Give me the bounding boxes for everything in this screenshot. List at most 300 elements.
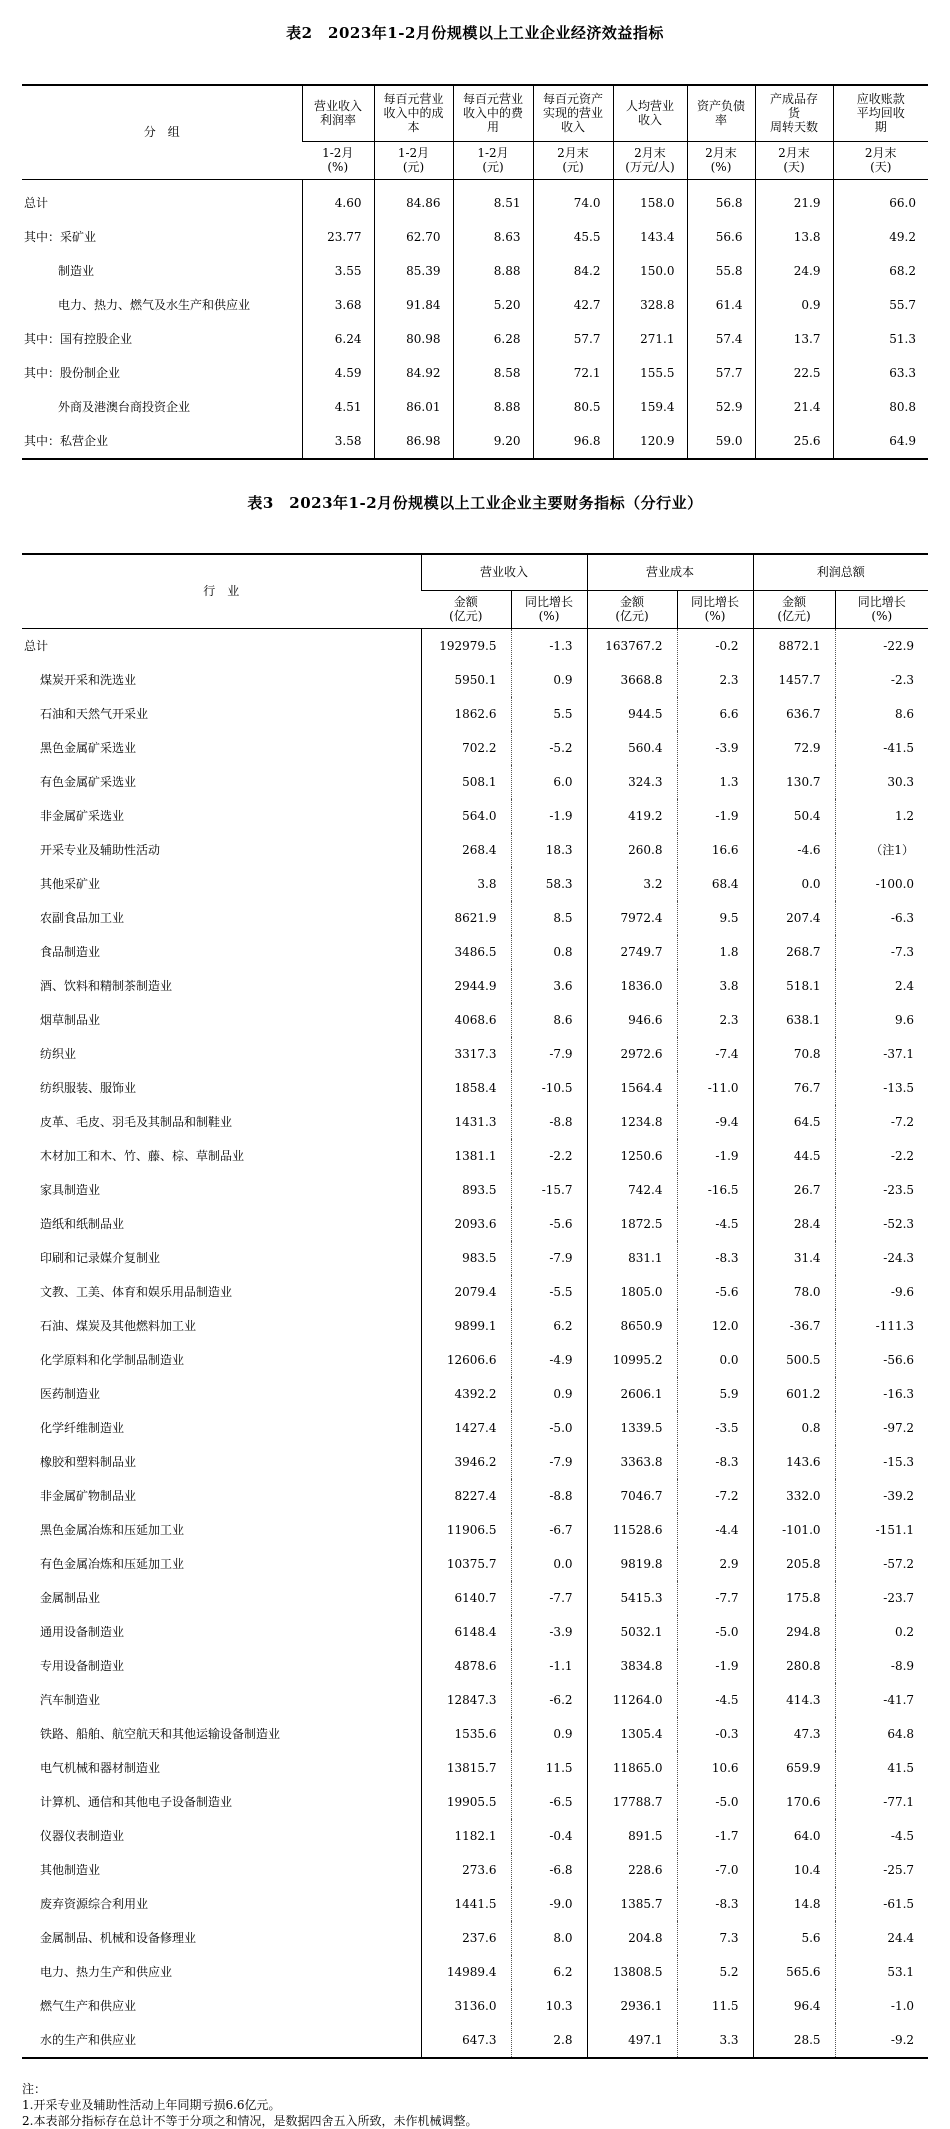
cell-value: 7046.7 xyxy=(587,1479,677,1513)
cell-value: 62.70 xyxy=(374,220,453,254)
cell-value: -0.4 xyxy=(511,1819,587,1853)
row-label: 造纸和纸制品业 xyxy=(40,1217,125,1231)
row-label: 文教、工美、体育和娱乐用品制造业 xyxy=(40,1285,233,1299)
cell-value: 80.8 xyxy=(833,390,928,424)
cell-value: 205.8 xyxy=(753,1547,835,1581)
cell-value: 96.4 xyxy=(753,1989,835,2023)
cell-value: 565.6 xyxy=(753,1955,835,1989)
cell-value: 14989.4 xyxy=(421,1955,511,1989)
table-row xyxy=(22,1037,928,1071)
cell-value: -3.9 xyxy=(677,731,753,765)
cell-value: -36.7 xyxy=(753,1309,835,1343)
cell-value: 8.88 xyxy=(453,254,533,288)
row-label: 其中：国有控股企业 xyxy=(24,332,133,346)
cell-value: -23.5 xyxy=(835,1173,928,1207)
cell-value: 831.1 xyxy=(587,1241,677,1275)
cell-value: 91.84 xyxy=(374,288,453,322)
cell-value: -3.5 xyxy=(677,1411,753,1445)
cell-value: 636.7 xyxy=(753,697,835,731)
table-row xyxy=(22,1343,928,1377)
cell-value: -10.5 xyxy=(511,1071,587,1105)
notes-heading: 注： xyxy=(22,2082,47,2096)
cell-value: -11.0 xyxy=(677,1071,753,1105)
table-row xyxy=(22,1105,928,1139)
cell-value: 13815.7 xyxy=(421,1751,511,1785)
table-row xyxy=(22,697,928,731)
table-row xyxy=(22,1921,928,1955)
table-row xyxy=(22,1377,928,1411)
cell-value: 3.2 xyxy=(587,867,677,901)
table-row xyxy=(22,2023,928,2058)
cell-value: -41.7 xyxy=(835,1683,928,1717)
cell-value: 271.1 xyxy=(613,322,687,356)
cell-value: 64.9 xyxy=(833,424,928,459)
row-label: 纺织业 xyxy=(40,1047,77,1061)
cell-value: 56.8 xyxy=(687,179,755,220)
cell-value: 8.58 xyxy=(453,356,533,390)
row-label: 废弃资源综合利用业 xyxy=(40,1897,149,1911)
cell-value: 4.59 xyxy=(302,356,374,390)
cell-value: 4.60 xyxy=(302,179,374,220)
cell-value: 9819.8 xyxy=(587,1547,677,1581)
cell-value: -97.2 xyxy=(835,1411,928,1445)
column-unit: 1-2月 (%) xyxy=(302,141,374,179)
cell-value: 891.5 xyxy=(587,1819,677,1853)
cell-value: 41.5 xyxy=(835,1751,928,1785)
cell-value: 11528.6 xyxy=(587,1513,677,1547)
cell-value: 80.5 xyxy=(533,390,613,424)
cell-value: 0.9 xyxy=(511,663,587,697)
cell-value: 10.3 xyxy=(511,1989,587,2023)
cell-value: 324.3 xyxy=(587,765,677,799)
row-label: 计算机、通信和其他电子设备制造业 xyxy=(40,1795,233,1809)
row-label: 专用设备制造业 xyxy=(40,1659,125,1673)
cell-value: 564.0 xyxy=(421,799,511,833)
cell-value: 8.63 xyxy=(453,220,533,254)
row-label: 农副食品加工业 xyxy=(40,911,125,925)
table-row xyxy=(22,1955,928,1989)
row-label: 铁路、船舶、航空航天和其他运输设备制造业 xyxy=(40,1727,281,1741)
cell-value: -101.0 xyxy=(753,1513,835,1547)
cell-value: -0.3 xyxy=(677,1717,753,1751)
row-label: 外商及港澳台商投资企业 xyxy=(58,400,191,414)
cell-value: 11.5 xyxy=(511,1751,587,1785)
cell-value: 55.7 xyxy=(833,288,928,322)
cell-value: 158.0 xyxy=(613,179,687,220)
cell-value: -7.0 xyxy=(677,1853,753,1887)
cell-value: 1339.5 xyxy=(587,1411,677,1445)
row-label: 制造业 xyxy=(58,264,95,278)
cell-value: 207.4 xyxy=(753,901,835,935)
cell-value: 497.1 xyxy=(587,2023,677,2058)
cell-value: 3.68 xyxy=(302,288,374,322)
industry-header: 行 业 xyxy=(22,554,421,628)
note-line: 1.开采专业及辅助性活动上年同期亏损6.6亿元。 xyxy=(22,2098,281,2112)
row-label: 煤炭开采和洗选业 xyxy=(40,673,137,687)
cell-value: 983.5 xyxy=(421,1241,511,1275)
cell-value: 143.6 xyxy=(753,1445,835,1479)
cell-value: 8872.1 xyxy=(753,628,835,663)
row-label: 有色金属冶炼和压延加工业 xyxy=(40,1557,185,1571)
column-unit: 2月末 (天) xyxy=(755,141,833,179)
cell-value: 3486.5 xyxy=(421,935,511,969)
cell-value: -24.3 xyxy=(835,1241,928,1275)
subheader-amount: 金额 (亿元) xyxy=(587,590,677,628)
cell-value: 3.58 xyxy=(302,424,374,459)
cell-value: -15.7 xyxy=(511,1173,587,1207)
cell-value: 518.1 xyxy=(753,969,835,1003)
table-row xyxy=(22,935,928,969)
cell-value: 419.2 xyxy=(587,799,677,833)
cell-value: -1.9 xyxy=(677,799,753,833)
cell-value: 2972.6 xyxy=(587,1037,677,1071)
row-label: 总计 xyxy=(24,196,49,210)
cell-value: -8.8 xyxy=(511,1105,587,1139)
cell-value: 280.8 xyxy=(753,1649,835,1683)
table-row xyxy=(22,220,928,254)
cell-value: 10.4 xyxy=(753,1853,835,1887)
cell-value: 1457.7 xyxy=(753,663,835,697)
table-row xyxy=(22,1411,928,1445)
cell-value: 1431.3 xyxy=(421,1105,511,1139)
cell-value: 5.9 xyxy=(677,1377,753,1411)
row-label: 通用设备制造业 xyxy=(40,1625,125,1639)
cell-value: 70.8 xyxy=(753,1037,835,1071)
cell-value: 268.7 xyxy=(753,935,835,969)
cell-value: -6.7 xyxy=(511,1513,587,1547)
table-row xyxy=(22,322,928,356)
cell-value: -16.5 xyxy=(677,1173,753,1207)
column-unit: 2月末 (万元/人) xyxy=(613,141,687,179)
column-unit: 2月末 (天) xyxy=(833,141,928,179)
cell-value: 2.9 xyxy=(677,1547,753,1581)
table-row xyxy=(22,288,928,322)
cell-value: -1.7 xyxy=(677,1819,753,1853)
cell-value: -56.6 xyxy=(835,1343,928,1377)
cell-value: 7972.4 xyxy=(587,901,677,935)
group-header-revenue: 营业收入 xyxy=(421,554,587,590)
cell-value: 53.1 xyxy=(835,1955,928,1989)
cell-value: -6.3 xyxy=(835,901,928,935)
cell-value: 500.5 xyxy=(753,1343,835,1377)
cell-value: -4.5 xyxy=(677,1207,753,1241)
cell-value: 85.39 xyxy=(374,254,453,288)
cell-value: 66.0 xyxy=(833,179,928,220)
cell-value: 6140.7 xyxy=(421,1581,511,1615)
cell-value: 4392.2 xyxy=(421,1377,511,1411)
cell-value: 0.9 xyxy=(755,288,833,322)
cell-value: 893.5 xyxy=(421,1173,511,1207)
note-line: 2.本表部分指标存在总计不等于分项之和情况，是数据四舍五入所致，未作机械调整。 xyxy=(22,2114,478,2128)
cell-value: 11865.0 xyxy=(587,1751,677,1785)
cell-value: -5.0 xyxy=(677,1615,753,1649)
cell-value: -52.3 xyxy=(835,1207,928,1241)
cell-value: -61.5 xyxy=(835,1887,928,1921)
table-row xyxy=(22,356,928,390)
cell-value: 3363.8 xyxy=(587,1445,677,1479)
cell-value: 55.8 xyxy=(687,254,755,288)
cell-value: 2.4 xyxy=(835,969,928,1003)
cell-value: 192979.5 xyxy=(421,628,511,663)
cell-value: 5415.3 xyxy=(587,1581,677,1615)
cell-value: -4.5 xyxy=(677,1683,753,1717)
cell-value: 3668.8 xyxy=(587,663,677,697)
cell-value: 155.5 xyxy=(613,356,687,390)
row-label: 石油、煤炭及其他燃料加工业 xyxy=(40,1319,197,1333)
cell-value: （注1） xyxy=(835,833,928,867)
cell-value: 18.3 xyxy=(511,833,587,867)
cell-value: 50.4 xyxy=(753,799,835,833)
cell-value: 13.8 xyxy=(755,220,833,254)
row-label: 皮革、毛皮、羽毛及其制品和制鞋业 xyxy=(40,1115,233,1129)
cell-value: -100.0 xyxy=(835,867,928,901)
cell-value: 560.4 xyxy=(587,731,677,765)
row-label: 汽车制造业 xyxy=(40,1693,101,1707)
table-row xyxy=(22,1003,928,1037)
table-row xyxy=(22,1139,928,1173)
cell-value: 1234.8 xyxy=(587,1105,677,1139)
cell-value: -15.3 xyxy=(835,1445,928,1479)
row-label: 橡胶和塑料制品业 xyxy=(40,1455,137,1469)
cell-value: 80.98 xyxy=(374,322,453,356)
cell-value: 170.6 xyxy=(753,1785,835,1819)
cell-value: 13808.5 xyxy=(587,1955,677,1989)
table2 xyxy=(22,84,928,460)
table-row xyxy=(22,254,928,288)
column-header: 应收账款 平均回收 期 xyxy=(833,85,928,141)
cell-value: 5.2 xyxy=(677,1955,753,1989)
cell-value: 9.6 xyxy=(835,1003,928,1037)
table-row xyxy=(22,901,928,935)
cell-value: 64.0 xyxy=(753,1819,835,1853)
cell-value: 21.9 xyxy=(755,179,833,220)
cell-value: -4.4 xyxy=(677,1513,753,1547)
table-row xyxy=(22,1513,928,1547)
cell-value: 84.2 xyxy=(533,254,613,288)
cell-value: -57.2 xyxy=(835,1547,928,1581)
cell-value: -7.9 xyxy=(511,1241,587,1275)
table-row xyxy=(22,1173,928,1207)
cell-value: 8.6 xyxy=(511,1003,587,1037)
cell-value: 1862.6 xyxy=(421,697,511,731)
table3 xyxy=(22,553,928,2059)
cell-value: 1872.5 xyxy=(587,1207,677,1241)
cell-value: 10375.7 xyxy=(421,1547,511,1581)
cell-value: 24.4 xyxy=(835,1921,928,1955)
cell-value: 4878.6 xyxy=(421,1649,511,1683)
cell-value: 44.5 xyxy=(753,1139,835,1173)
cell-value: 1535.6 xyxy=(421,1717,511,1751)
subheader-growth: 同比增长 (%) xyxy=(835,590,928,628)
table-row xyxy=(22,1989,928,2023)
subheader-amount: 金额 (亿元) xyxy=(421,590,511,628)
cell-value: 22.5 xyxy=(755,356,833,390)
cell-value: 63.3 xyxy=(833,356,928,390)
cell-value: 0.8 xyxy=(511,935,587,969)
cell-value: 13.7 xyxy=(755,322,833,356)
cell-value: 64.5 xyxy=(753,1105,835,1139)
subheader-amount: 金额 (亿元) xyxy=(753,590,835,628)
cell-value: 2093.6 xyxy=(421,1207,511,1241)
cell-value: 9.5 xyxy=(677,901,753,935)
cell-value: 8227.4 xyxy=(421,1479,511,1513)
cell-value: 5.20 xyxy=(453,288,533,322)
cell-value: 8.6 xyxy=(835,697,928,731)
cell-value: 414.3 xyxy=(753,1683,835,1717)
cell-value: -5.6 xyxy=(677,1275,753,1309)
cell-value: 24.9 xyxy=(755,254,833,288)
cell-value: 68.4 xyxy=(677,867,753,901)
cell-value: 702.2 xyxy=(421,731,511,765)
cell-value: 8.5 xyxy=(511,901,587,935)
cell-value: 7.3 xyxy=(677,1921,753,1955)
table-row xyxy=(22,1683,928,1717)
table-row xyxy=(22,1649,928,1683)
cell-value: 16.6 xyxy=(677,833,753,867)
table-row xyxy=(22,1241,928,1275)
row-label: 烟草制品业 xyxy=(40,1013,101,1027)
cell-value: 268.4 xyxy=(421,833,511,867)
cell-value: 58.3 xyxy=(511,867,587,901)
cell-value: -25.7 xyxy=(835,1853,928,1887)
table-row xyxy=(22,833,928,867)
cell-value: 57.7 xyxy=(533,322,613,356)
cell-value: 12847.3 xyxy=(421,1683,511,1717)
cell-value: -151.1 xyxy=(835,1513,928,1547)
cell-value: 86.01 xyxy=(374,390,453,424)
cell-value: 4.51 xyxy=(302,390,374,424)
cell-value: -2.2 xyxy=(511,1139,587,1173)
cell-value: 1564.4 xyxy=(587,1071,677,1105)
table-row xyxy=(22,1309,928,1343)
cell-value: -111.3 xyxy=(835,1309,928,1343)
cell-value: -8.9 xyxy=(835,1649,928,1683)
cell-value: 8.51 xyxy=(453,179,533,220)
cell-value: -39.2 xyxy=(835,1479,928,1513)
cell-value: 74.0 xyxy=(533,179,613,220)
table-row xyxy=(22,390,928,424)
table-row xyxy=(22,1479,928,1513)
table-row xyxy=(22,1207,928,1241)
cell-value: 8621.9 xyxy=(421,901,511,935)
subheader-growth: 同比增长 (%) xyxy=(677,590,753,628)
cell-value: -2.3 xyxy=(835,663,928,697)
cell-value: -5.5 xyxy=(511,1275,587,1309)
row-label: 电力、热力生产和供应业 xyxy=(40,1965,173,1979)
cell-value: 84.86 xyxy=(374,179,453,220)
cell-value: -7.2 xyxy=(677,1479,753,1513)
cell-value: 28.5 xyxy=(753,2023,835,2058)
cell-value: 6.0 xyxy=(511,765,587,799)
row-label: 化学原料和化学制品制造业 xyxy=(40,1353,185,1367)
table-row xyxy=(22,663,928,697)
cell-value: 57.4 xyxy=(687,322,755,356)
cell-value: -9.2 xyxy=(835,2023,928,2058)
group-header: 分 组 xyxy=(22,85,302,179)
cell-value: 9.20 xyxy=(453,424,533,459)
cell-value: 23.77 xyxy=(302,220,374,254)
cell-value: 51.3 xyxy=(833,322,928,356)
cell-value: -3.9 xyxy=(511,1615,587,1649)
cell-value: -1.0 xyxy=(835,1989,928,2023)
row-label: 水的生产和供应业 xyxy=(40,2033,137,2047)
cell-value: 1.2 xyxy=(835,799,928,833)
cell-value: -0.2 xyxy=(677,628,753,663)
cell-value: 0.0 xyxy=(677,1343,753,1377)
cell-value: -5.6 xyxy=(511,1207,587,1241)
cell-value: 1305.4 xyxy=(587,1717,677,1751)
cell-value: 28.4 xyxy=(753,1207,835,1241)
table-row xyxy=(22,1785,928,1819)
table-row xyxy=(22,799,928,833)
cell-value: 2079.4 xyxy=(421,1275,511,1309)
cell-value: 3834.8 xyxy=(587,1649,677,1683)
cell-value: 12606.6 xyxy=(421,1343,511,1377)
row-label: 非金属矿物制品业 xyxy=(40,1489,137,1503)
row-label: 食品制造业 xyxy=(40,945,101,959)
table3-title: 表3 2023年1-2月份规模以上工业企业主要财务指标（分行业） xyxy=(247,494,703,512)
column-header: 人均营业 收入 xyxy=(613,85,687,141)
table-row xyxy=(22,1717,928,1751)
table-row xyxy=(22,1581,928,1615)
cell-value: 508.1 xyxy=(421,765,511,799)
cell-value: 3946.2 xyxy=(421,1445,511,1479)
table-row xyxy=(22,1071,928,1105)
cell-value: 1805.0 xyxy=(587,1275,677,1309)
cell-value: -23.7 xyxy=(835,1581,928,1615)
cell-value: -8.3 xyxy=(677,1887,753,1921)
cell-value: -1.9 xyxy=(677,1139,753,1173)
cell-value: 49.2 xyxy=(833,220,928,254)
cell-value: 10.6 xyxy=(677,1751,753,1785)
row-label: 其中：股份制企业 xyxy=(24,366,121,380)
cell-value: 0.0 xyxy=(511,1547,587,1581)
footnotes xyxy=(22,2081,477,2129)
cell-value: 56.6 xyxy=(687,220,755,254)
cell-value: 120.9 xyxy=(613,424,687,459)
cell-value: 638.1 xyxy=(753,1003,835,1037)
cell-value: -8.3 xyxy=(677,1445,753,1479)
row-label: 其他采矿业 xyxy=(40,877,101,891)
cell-value: 3.6 xyxy=(511,969,587,1003)
cell-value: 72.9 xyxy=(753,731,835,765)
cell-value: 1.8 xyxy=(677,935,753,969)
row-label: 医药制造业 xyxy=(40,1387,101,1401)
cell-value: -4.5 xyxy=(835,1819,928,1853)
column-header: 每百元营业 收入中的费 用 xyxy=(453,85,533,141)
column-header: 每百元资产 实现的营业 收入 xyxy=(533,85,613,141)
cell-value: 76.7 xyxy=(753,1071,835,1105)
cell-value: -7.9 xyxy=(511,1445,587,1479)
cell-value: -7.9 xyxy=(511,1037,587,1071)
row-label: 酒、饮料和精制茶制造业 xyxy=(40,979,173,993)
row-label: 有色金属矿采选业 xyxy=(40,775,137,789)
cell-value: 175.8 xyxy=(753,1581,835,1615)
cell-value: -4.6 xyxy=(753,833,835,867)
cell-value: -77.1 xyxy=(835,1785,928,1819)
cell-value: -7.7 xyxy=(677,1581,753,1615)
cell-value: 659.9 xyxy=(753,1751,835,1785)
cell-value: 11.5 xyxy=(677,1989,753,2023)
table-row xyxy=(22,1853,928,1887)
row-label: 石油和天然气开采业 xyxy=(40,707,149,721)
cell-value: -5.0 xyxy=(677,1785,753,1819)
row-label: 总计 xyxy=(24,639,49,653)
cell-value: 3.55 xyxy=(302,254,374,288)
cell-value: 260.8 xyxy=(587,833,677,867)
cell-value: -6.8 xyxy=(511,1853,587,1887)
row-label: 仪器仪表制造业 xyxy=(40,1829,125,1843)
